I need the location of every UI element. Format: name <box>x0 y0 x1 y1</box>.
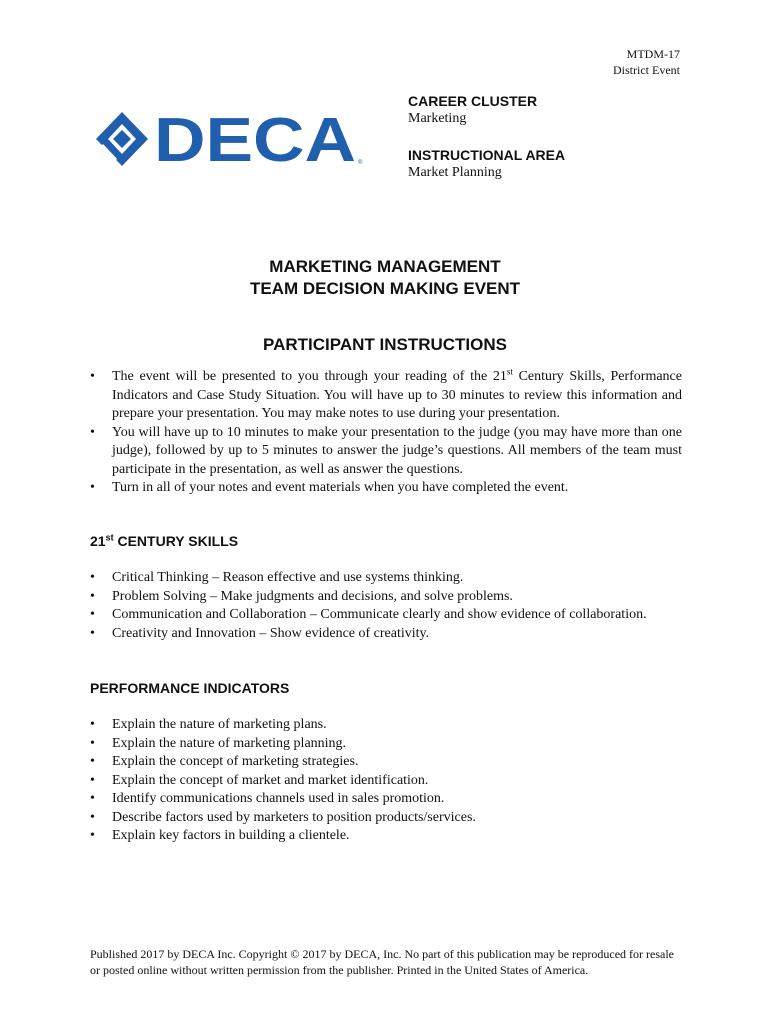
century-skills-section <box>90 569 682 643</box>
deca-logo <box>94 110 364 168</box>
career-cluster-label: CAREER CLUSTER <box>408 93 538 109</box>
list-item: • Explain the concept of marketing strategies. <box>90 753 682 772</box>
event-code-block <box>613 46 680 78</box>
list-item: • Turn in all of your notes and event materials when you have completed the event. <box>90 479 682 498</box>
list-item: • Explain the nature of marketing plans. <box>90 716 682 735</box>
career-cluster-value: Marketing <box>408 111 467 126</box>
list-item: • Explain key factors in building a clientele. <box>90 827 682 846</box>
list-item: • Communication and Collaboration – Communicate clearly and show evidence of collaboration. <box>90 606 682 625</box>
logo-wordmark: DECA <box>154 110 356 168</box>
svg-text:®: ® <box>358 160 363 166</box>
bullet-icon: • <box>90 772 95 788</box>
instructions-section <box>90 368 682 498</box>
bullet-icon: • <box>90 588 95 604</box>
career-cluster-block <box>408 92 688 200</box>
bullet-icon: • <box>90 607 95 622</box>
bullet-icon: • <box>90 754 95 769</box>
bullet-icon: • <box>90 717 95 732</box>
list-item: • Identify communications channels used in sales promotion. <box>90 790 682 809</box>
list-item: • Explain the concept of market and market identification. <box>90 772 682 791</box>
instructional-area-label: INSTRUCTIONAL AREA <box>408 147 566 163</box>
event-code: MTDM-17 <box>626 47 680 61</box>
event-level: District Event <box>613 63 680 77</box>
list-item: • Problem Solving – Make judgments and decisions, and solve problems. <box>90 588 682 607</box>
bullet-icon: • <box>90 480 95 495</box>
instructions-list <box>90 368 682 498</box>
performance-indicators-list <box>90 716 682 846</box>
bullet-icon: • <box>90 625 95 641</box>
bullet-icon: • <box>90 791 95 806</box>
copyright-footer: Published 2017 by DECA Inc. Copyright © 2017 by DECA, Inc. No part of this publication may be reproduced for resale or posted online without written permission from the publisher. Printed in the United States of America. <box>90 947 675 977</box>
event-title-line1: MARKETING MANAGEMENT <box>269 257 501 276</box>
list-item: • Describe factors used by marketers to position products/services. <box>90 809 682 828</box>
bullet-icon: • <box>90 424 95 440</box>
list-item: • You will have up to 10 minutes to make your presentation to the judge (you may have more than one judge), followed by up to 5 minutes to answer the judge’s questions. All members of the team must participate in the presentation, as well as answer the questions. <box>90 424 682 477</box>
bullet-icon: • <box>90 570 95 585</box>
performance-indicators-section <box>90 716 682 846</box>
list-item: • Creativity and Innovation – Show evidence of creativity. <box>90 625 682 644</box>
century-skills-heading: 21st CENTURY SKILLS <box>90 532 239 549</box>
instructional-area-value: Market Planning <box>408 165 502 180</box>
skills-list <box>90 569 682 643</box>
bullet-icon: • <box>90 369 95 384</box>
participant-instructions-heading: PARTICIPANT INSTRUCTIONS <box>263 335 507 354</box>
list-item: • The event will be presented to you through your reading of the 21st Century Skills, Performance Indicators and Case Study Situation. You will have up to 30 minutes to review this information and prepare your presentation. You may make notes to use during your presentation. <box>90 366 682 421</box>
performance-indicators-heading: PERFORMANCE INDICATORS <box>90 680 290 696</box>
list-item: • Critical Thinking – Reason effective and use systems thinking. <box>90 569 682 588</box>
bullet-icon: • <box>90 828 95 843</box>
list-item: • Explain the nature of marketing planning. <box>90 735 682 754</box>
event-title-line2: TEAM DECISION MAKING EVENT <box>249 279 521 298</box>
bullet-icon: • <box>90 809 95 825</box>
deca-diamond-icon <box>96 112 148 166</box>
bullet-icon: • <box>90 735 95 751</box>
